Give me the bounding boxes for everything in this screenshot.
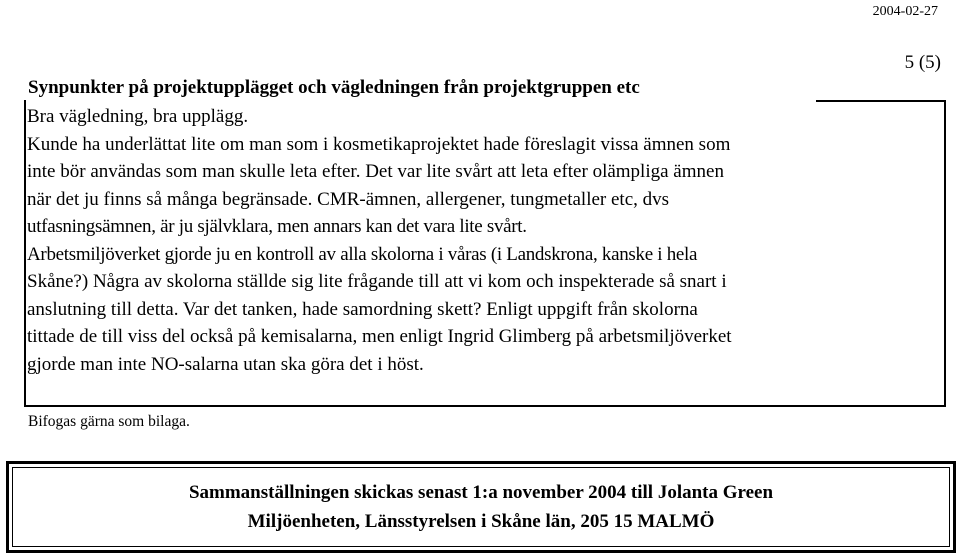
comment-text — [27, 103, 943, 378]
section-heading: Synpunkter på projektupplägget och vägledningen från projektgruppen etc — [28, 77, 640, 98]
attachment-note: Bifogas gärna som bilaga. — [28, 413, 190, 430]
submission-deadline: Sammanställningen skickas senast 1:a november 2004 till Jolanta Green — [188, 482, 774, 503]
document-date: 2004-02-27 — [872, 4, 938, 19]
page-number: 5 (5) — [904, 52, 941, 73]
submission-address: Miljöenheten, Länsstyrelsen i Skåne län, 205 15 MALMÖ — [247, 511, 715, 532]
comment-line: anslutning till detta. Var det tanken, hade samordning skett? Enligt uppgift från skolorna — [27, 298, 698, 320]
comment-line: Bra vägledning, bra upplägg. — [27, 106, 249, 127]
comment-line: gjorde man inte NO-salarna utan ska göra det i höst. — [27, 353, 424, 375]
comment-line: tittade de till viss del också på kemisalarna, men enligt Ingrid Glimberg på arbetsmiljöverket — [27, 326, 732, 347]
comment-line: Kunde ha underlättat lite om man som i kosmetikaprojektet hade föreslagit vissa ämnen som — [27, 133, 731, 155]
comment-line: när det ju finns så många begränsade. CMR-ämnen, allergener, tungmetaller etc, dvs — [27, 188, 670, 210]
comment-line: Skåne?) Några av skolorna ställde sig lite frågande till att vi kom och inspekterade så snart i — [27, 271, 727, 292]
comment-line: inte bör användas som man skulle leta efter. Det var lite svårt att leta efter olämpliga ämnen — [27, 161, 724, 182]
comment-line: Arbetsmiljöverket gjorde ju en kontroll av alla skolorna i våras (i Landskrona, kanske i hela — [27, 243, 698, 265]
submission-box — [6, 461, 956, 553]
submission-box-inner — [12, 467, 950, 547]
comment-line: utfasningsämnen, är ju självklara, men annars kan det vara lite svårt. — [27, 216, 527, 237]
